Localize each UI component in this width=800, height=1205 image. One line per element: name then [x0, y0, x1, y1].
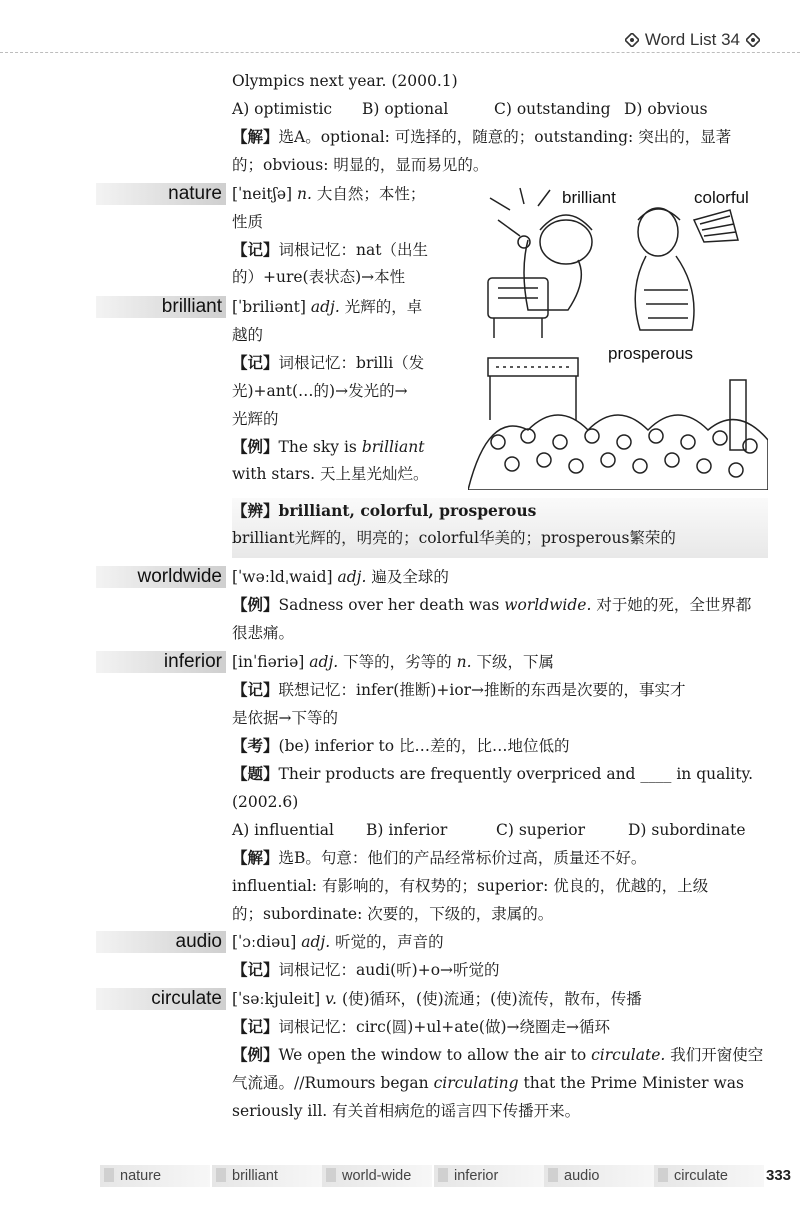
footer-tab-label: audio: [564, 1168, 600, 1184]
square-icon: [548, 1168, 558, 1182]
example-line: seriously ill. 有关首相病危的谣言四下传播开来。: [232, 1102, 581, 1120]
kao-tag: 【考】: [232, 736, 279, 755]
answer-options: [232, 98, 708, 120]
question-line: [232, 763, 753, 785]
headword-inferior: inferior: [163, 651, 222, 672]
footer-tab-inferior: [434, 1165, 544, 1187]
definition-line: [232, 183, 425, 205]
example-line: 很悲痛。: [232, 624, 295, 642]
footer-tab-label: circulate: [674, 1168, 728, 1184]
memory-line: [232, 1016, 610, 1038]
compare-words: brilliant, colorful, prosperous: [278, 501, 537, 520]
compare-heading: [232, 500, 536, 522]
example-text: 气流通。//Rumours began: [232, 1074, 434, 1092]
definition: 光辉的，卓: [344, 298, 423, 316]
example-line: [232, 436, 424, 458]
memory-line: 光辉的: [232, 410, 279, 428]
part-of-speech: adj.: [301, 933, 331, 951]
header-divider: [0, 52, 800, 53]
definition: 下级，下属: [476, 653, 554, 671]
part-of-speech: n.: [297, 185, 312, 203]
memory-line: 光)+ant(…的)→发光的→: [232, 382, 408, 400]
memory-line: [232, 959, 500, 981]
cartoon-drawing: [468, 180, 768, 490]
example-line: with stars. 天上星光灿烂。: [232, 465, 429, 483]
footer-tab-circulate: [654, 1165, 764, 1187]
bian-tag: 【辨】: [232, 501, 279, 520]
li-tag: 【例】: [232, 595, 279, 614]
option-c: C) outstanding: [494, 100, 611, 118]
explanation-line: [232, 847, 646, 869]
memory-text: 词根记忆：nat（出生: [278, 241, 428, 259]
illustration: [468, 180, 768, 490]
definition-line: [232, 566, 449, 588]
headword-bar-brilliant: [96, 296, 226, 318]
jie-tag: 【解】: [232, 848, 279, 867]
definition: 下等的，劣等的: [343, 653, 452, 671]
example-translation: 我们开窗使空: [665, 1046, 764, 1064]
part-of-speech: adj.: [309, 653, 339, 671]
headword-bar-audio: [96, 931, 226, 953]
illustration-label-prosperous: prosperous: [608, 344, 694, 363]
answer-options: [232, 819, 746, 841]
memory-line: [232, 352, 424, 374]
diamond-icon: [625, 33, 639, 47]
page-number: 333: [766, 1167, 792, 1184]
example-keyword: circulate.: [591, 1046, 666, 1064]
explanation-text: 选A。optional: 可选择的，随意的；outstanding: 突出的，显著: [278, 128, 732, 146]
definition-line: 越的: [232, 326, 264, 344]
option-a: A) influential: [232, 821, 334, 839]
definition: 大自然；本性；: [316, 185, 426, 203]
square-icon: [104, 1168, 114, 1182]
footer-tab-label: brilliant: [232, 1168, 278, 1184]
part-of-speech: v.: [325, 990, 337, 1008]
definition-line: [232, 931, 444, 953]
memory-text: 词根记忆：circ(圆)+ul+ate(做)→绕圈走→循环: [278, 1018, 610, 1036]
example-line: [232, 594, 751, 616]
definition: 遍及全球的: [371, 568, 449, 586]
memory-line: 的）+ure(表状态)→本性: [232, 268, 406, 286]
phonetic: [ˈneitʃə]: [232, 185, 293, 203]
footer-tab-label: inferior: [454, 1168, 499, 1184]
explanation-text: 选B。句意：他们的产品经常标价过高，质量还不好。: [278, 849, 647, 867]
question-text: Olympics next year. (2000.1): [232, 72, 458, 90]
memory-line: 是依据→下等的: [232, 709, 338, 727]
ji-tag: 【记】: [232, 1017, 279, 1036]
phonetic: [inˈfiəriə]: [232, 653, 305, 671]
footer-tab-nature: [100, 1165, 210, 1187]
headword-circulate: circulate: [151, 988, 222, 1009]
definition-line: [232, 651, 554, 673]
headword-worldwide: worldwide: [137, 566, 222, 587]
headword-brilliant: brilliant: [161, 296, 222, 317]
part-of-speech: adj.: [337, 568, 367, 586]
page-header: [625, 30, 760, 50]
option-b: B) optional: [362, 100, 449, 118]
option-d: D) subordinate: [628, 821, 746, 839]
memory-line: [232, 239, 428, 261]
phonetic: [ˈbriliənt]: [232, 298, 306, 316]
illustration-label-colorful: colorful: [694, 188, 749, 207]
memory-text: 词根记忆：brilli（发: [278, 354, 425, 372]
li-tag: 【例】: [232, 437, 279, 456]
example-keyword: brilliant: [361, 438, 425, 456]
headword-bar-inferior: [96, 651, 226, 673]
question-text: Their products are frequently overpriced and ____ in quality.: [278, 765, 754, 783]
option-a: A) optimistic: [232, 100, 333, 118]
square-icon: [438, 1168, 448, 1182]
definition: (使)循环，(使)流通；(使)流传，散布，传播: [341, 990, 642, 1008]
illustration-label-brilliant: brilliant: [562, 188, 616, 207]
headword-bar-circulate: [96, 988, 226, 1010]
question-line: (2002.6): [232, 793, 299, 811]
memory-text: 联想记忆：infer(推断)+ior→推断的东西是次要的，事实才: [278, 681, 686, 699]
memory-text: 词根记忆：audi(听)+o→听觉的: [278, 961, 500, 979]
part-of-speech: adj.: [310, 298, 340, 316]
explanation-line: 的；obvious: 明显的，显而易见的。: [232, 156, 489, 174]
footer-tab-label: world-wide: [342, 1168, 412, 1184]
example-translation: 对于她的死，全世界都: [591, 596, 752, 614]
example-text: We open the window to allow the air to: [278, 1046, 592, 1064]
option-b: B) inferior: [366, 821, 448, 839]
example-line: [232, 1072, 744, 1094]
definition-line: 性质: [232, 213, 264, 231]
ji-tag: 【记】: [232, 960, 279, 979]
footer-tab-brilliant: [212, 1165, 322, 1187]
part-of-speech: n.: [456, 653, 472, 671]
ji-tag: 【记】: [232, 353, 279, 372]
explanation-line: 的；subordinate: 次要的，下级的，隶属的。: [232, 905, 554, 923]
option-d: D) obvious: [624, 100, 708, 118]
headword-bar-nature: [96, 183, 226, 205]
phonetic: [ˈsəːkjuleit]: [232, 990, 321, 1008]
phonetic: [ˈɔːdiəu]: [232, 933, 297, 951]
headword-bar-worldwide: [96, 566, 226, 588]
option-c: C) superior: [496, 821, 585, 839]
word-list-title: Word List 34: [644, 30, 740, 49]
compare-text: brilliant光辉的，明亮的；colorful华美的；prosperous繁荣的: [232, 529, 676, 547]
footer-index: [100, 1165, 800, 1189]
example-keyword: worldwide.: [504, 596, 592, 614]
definition-line: [232, 988, 642, 1010]
example-text: that the Prime Minister was: [518, 1074, 744, 1092]
ji-tag: 【记】: [232, 680, 279, 699]
example-text: The sky is: [278, 438, 362, 456]
exam-line: [232, 735, 570, 757]
headword-audio: audio: [175, 931, 222, 952]
square-icon: [326, 1168, 336, 1182]
phonetic: [ˈwəːldˌwaid]: [232, 568, 333, 586]
footer-tab-label: nature: [120, 1168, 162, 1184]
explanation-line: [232, 126, 731, 148]
square-icon: [216, 1168, 226, 1182]
explanation-line: influential: 有影响的，有权势的；superior: 优良的，优越的，上级: [232, 877, 709, 895]
jie-tag: 【解】: [232, 127, 279, 146]
definition: 听觉的，声音的: [335, 933, 444, 951]
ti-tag: 【题】: [232, 764, 279, 783]
exam-text: (be) inferior to 比…差的，比…地位低的: [278, 737, 570, 755]
example-text: Sadness over her death was: [278, 596, 505, 614]
footer-tab-world-wide: [322, 1165, 432, 1187]
square-icon: [658, 1168, 668, 1182]
headword-nature: nature: [168, 183, 222, 204]
diamond-icon: [746, 33, 760, 47]
definition-line: [232, 296, 422, 318]
footer-tab-audio: [544, 1165, 654, 1187]
memory-line: [232, 679, 686, 701]
ji-tag: 【记】: [232, 240, 279, 259]
example-keyword: circulating: [433, 1074, 519, 1092]
example-line: [232, 1044, 763, 1066]
li-tag: 【例】: [232, 1045, 279, 1064]
